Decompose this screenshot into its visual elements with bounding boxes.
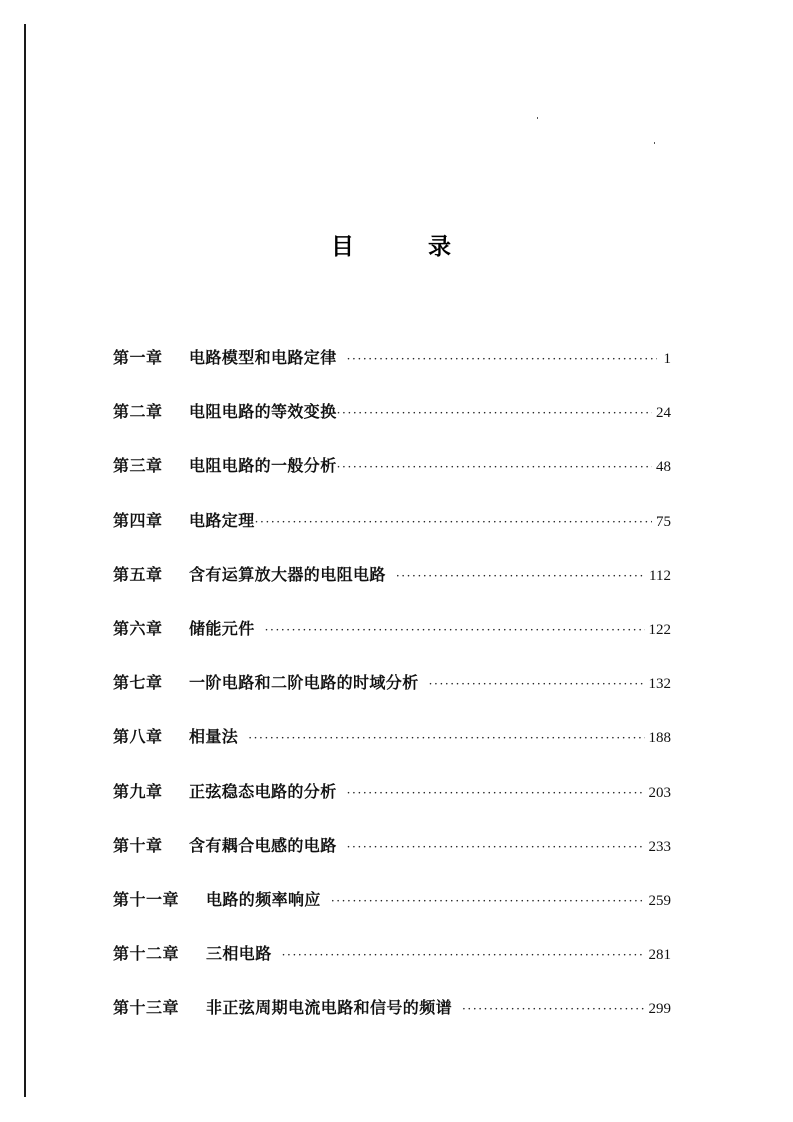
toc-chapter-title: 储能元件: [189, 618, 255, 638]
toc-chapter-number: 第十一章: [113, 889, 180, 909]
toc-page-number: 299: [648, 1001, 671, 1018]
toc-entry[interactable]: [113, 669, 671, 723]
toc-entry[interactable]: [113, 615, 671, 669]
toc-entry[interactable]: [113, 940, 671, 994]
toc-chapter-title: 三相电路: [206, 944, 272, 964]
toc-chapter-title: 电阻电路的等效变换: [189, 402, 337, 422]
page-title-char-1: 目: [331, 234, 354, 260]
toc-page-number: 75: [656, 513, 671, 530]
toc-chapter-title: 相量法: [189, 727, 239, 747]
toc-chapter-number: 第四章: [113, 510, 163, 530]
toc-chapter-number: 第三章: [113, 456, 163, 476]
toc-chapter-title: 含有运算放大器的电阻电路: [189, 564, 386, 584]
toc-page-number: 281: [648, 947, 671, 964]
page-binding-line: [24, 24, 26, 1097]
toc-dot-leader: [429, 670, 645, 698]
toc-page-number: 122: [648, 621, 671, 638]
scan-speck: [654, 142, 655, 144]
toc-chapter-title: 电路的频率响应: [206, 889, 321, 909]
page-title-char-2: 录: [428, 234, 451, 260]
toc-entry[interactable]: [113, 832, 671, 886]
toc-entry[interactable]: [113, 398, 671, 452]
toc-entry[interactable]: [113, 344, 671, 398]
toc-page-number: 203: [648, 784, 671, 801]
toc-page-number: 112: [649, 567, 671, 584]
toc-dot-leader: [265, 616, 645, 644]
toc-chapter-title: 非正弦周期电流电路和信号的频谱: [206, 998, 453, 1018]
toc-dot-leader: [282, 941, 645, 969]
toc-page-number: 48: [656, 459, 671, 476]
scan-speck: [537, 117, 538, 119]
toc-chapter-title: 一阶电路和二阶电路的时域分析: [189, 673, 419, 693]
toc-chapter-number: 第二章: [113, 402, 163, 422]
toc-dot-leader: [337, 453, 652, 481]
toc-entry[interactable]: [113, 561, 671, 615]
toc-dot-leader: [248, 724, 644, 752]
toc-chapter-number: 第十二章: [113, 944, 180, 964]
toc-chapter-number: 第十三章: [113, 998, 180, 1018]
toc-chapter-number: 第一章: [113, 348, 163, 367]
toc-page-number: 188: [648, 730, 671, 747]
page-title: [0, 232, 793, 262]
toc-dot-leader: [331, 887, 645, 915]
toc-dot-leader: [462, 995, 644, 1023]
toc-chapter-number: 第五章: [113, 564, 163, 584]
toc-entry[interactable]: [113, 778, 671, 832]
toc-chapter-number: 第九章: [113, 781, 163, 801]
toc-chapter-number: 第八章: [113, 727, 163, 747]
toc-chapter-title: 电阻电路的一般分析: [189, 456, 337, 476]
toc-entry[interactable]: [113, 994, 671, 1048]
toc-page-number: 259: [648, 892, 671, 909]
toc-chapter-number: 第七章: [113, 673, 163, 693]
toc-dot-leader: [347, 833, 645, 861]
table-of-contents: [113, 344, 671, 1048]
toc-entry[interactable]: [113, 886, 671, 940]
toc-dot-leader: [337, 399, 652, 427]
toc-chapter-number: 第十章: [113, 835, 163, 855]
toc-page-number: 132: [648, 676, 671, 693]
toc-chapter-title: 正弦稳态电路的分析: [189, 781, 337, 801]
toc-chapter-title: 电路模型和电路定律: [189, 348, 337, 367]
toc-dot-leader: [396, 562, 645, 590]
toc-dot-leader: [347, 779, 645, 807]
toc-dot-leader: [255, 508, 652, 536]
toc-chapter-title: 电路定理: [189, 510, 255, 530]
toc-dot-leader: [347, 345, 657, 373]
toc-entry[interactable]: [113, 507, 671, 561]
toc-entry[interactable]: [113, 452, 671, 506]
toc-page-number: 24: [656, 405, 671, 422]
toc-page-number: 1: [663, 351, 671, 367]
toc-chapter-number: 第六章: [113, 618, 163, 638]
toc-chapter-title: 含有耦合电感的电路: [189, 835, 337, 855]
toc-page-number: 233: [648, 838, 671, 855]
toc-entry[interactable]: [113, 723, 671, 777]
